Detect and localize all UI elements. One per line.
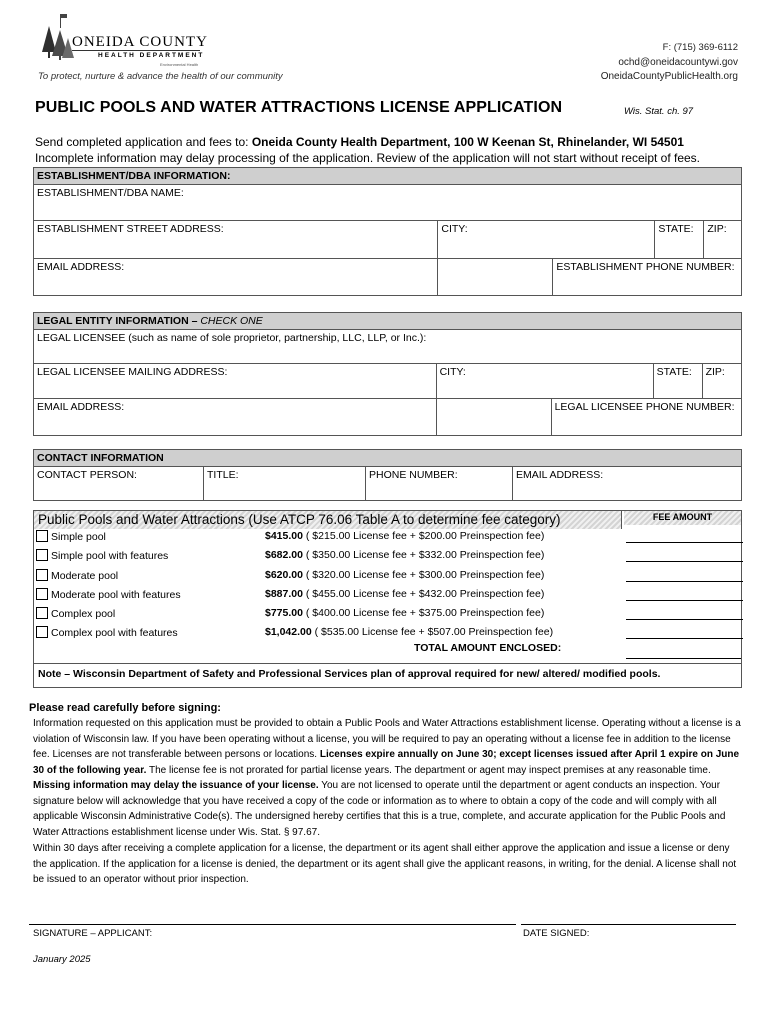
simple-pool-features-checkbox[interactable] bbox=[36, 549, 48, 561]
fee-row bbox=[36, 569, 741, 587]
fee-item-total: $620.00 bbox=[265, 569, 303, 581]
establishment-phone-field[interactable] bbox=[438, 259, 742, 296]
complex-pool-features-checkbox[interactable] bbox=[36, 626, 48, 638]
terms-expiry: Licenses expire annually on June 30; except licenses issued after April 1 expire on June 30 of the following year. bbox=[33, 749, 740, 776]
org-name: ONEIDA COUNTY bbox=[72, 34, 208, 50]
fee-item-total: $415.00 bbox=[265, 530, 303, 542]
fee-amount-header: FEE AMOUNT bbox=[624, 511, 741, 525]
fee-section bbox=[33, 510, 742, 688]
establishment-zip-field[interactable]: ZIP: bbox=[704, 221, 742, 259]
fee-amount-line[interactable] bbox=[626, 600, 743, 601]
fee-item-name: Complex pool with features bbox=[51, 627, 178, 639]
moderate-pool-features-checkbox[interactable] bbox=[36, 588, 48, 600]
legal-licensee-field[interactable]: LEGAL LICENSEE (such as name of sole proprietor, partnership, LLC, LLP, or Inc.): bbox=[34, 330, 742, 364]
fee-row bbox=[36, 607, 741, 625]
establishment-name-field[interactable]: ESTABLISHMENT/DBA NAME: bbox=[34, 185, 742, 221]
org-sub: Environmental Health bbox=[160, 62, 199, 67]
org-dept: HEALTH DEPARTMENT bbox=[98, 52, 205, 59]
fee-item-amount bbox=[265, 607, 544, 619]
fee-row bbox=[36, 549, 741, 567]
terms-part-3: You are not licensed to operate until the department or agent conducts an inspection. Your signature below will acknowledge that you have received a copy of the code or information as to where to obtain a copy of the code and will comply with all applicable Wisconsin Administrative Code(s). The undersigned hereby certifies that this is a true, complete, and accurate application for the Public Pools and Water Attractions establishment license under Wis. Stat. § 97.67. bbox=[33, 780, 726, 838]
signature-line[interactable] bbox=[29, 924, 516, 925]
legal-header-note: CHECK ONE bbox=[200, 315, 263, 327]
date-line[interactable] bbox=[521, 924, 736, 925]
fee-item-total: $887.00 bbox=[265, 588, 303, 600]
contact-table bbox=[33, 449, 742, 501]
fee-item-total: $1,042.00 bbox=[265, 626, 312, 638]
contact-phone-field[interactable]: PHONE NUMBER: bbox=[366, 467, 513, 501]
legal-email-field[interactable]: EMAIL ADDRESS: bbox=[34, 399, 437, 436]
send-instructions bbox=[35, 135, 755, 150]
establishment-header: ESTABLISHMENT/DBA INFORMATION: bbox=[34, 168, 742, 185]
fee-amount-line[interactable] bbox=[626, 581, 743, 582]
fee-amount-line[interactable] bbox=[626, 619, 743, 620]
fee-amount-line[interactable] bbox=[626, 638, 743, 639]
fee-item-detail: ( $215.00 License fee + $200.00 Preinspection fee) bbox=[302, 530, 545, 542]
legal-city-field[interactable]: CITY: bbox=[436, 364, 653, 399]
signing-heading: Please read carefully before signing: bbox=[29, 702, 221, 714]
establishment-email-field[interactable]: EMAIL ADDRESS: bbox=[34, 259, 438, 296]
fee-item-name: Moderate pool with features bbox=[51, 589, 181, 601]
terms-part-2: The license fee is not prorated for partial license years. The department or agent may inspect premises at any reasonable time. bbox=[146, 764, 711, 776]
simple-pool-checkbox[interactable] bbox=[36, 530, 48, 542]
contact-title-field[interactable]: TITLE: bbox=[204, 467, 366, 501]
dsps-approval-note: Note – Wisconsin Department of Safety and Professional Services plan of approval required for new/ altered/ modified pools. bbox=[34, 663, 741, 684]
revision-date: January 2025 bbox=[33, 954, 91, 965]
establishment-city-field[interactable]: CITY: bbox=[438, 221, 655, 259]
legal-mailing-field[interactable]: LEGAL LICENSEE MAILING ADDRESS: bbox=[34, 364, 437, 399]
legal-phone-label: LEGAL LICENSEE PHONE NUMBER: bbox=[551, 399, 741, 435]
approval-paragraph: Within 30 days after receiving a complete application for a license, the department or its agent shall either approve the application and issue a license or deny the application. If the application for a license is denied, the department or its agent shall give the applicant reasons, in writing, for the denial. A license shall not be issued to an operator without prior inspection. bbox=[33, 843, 737, 885]
fee-row bbox=[36, 588, 741, 606]
total-amount-line[interactable] bbox=[626, 658, 741, 659]
fee-amount-line[interactable] bbox=[626, 561, 743, 562]
county-logo bbox=[40, 12, 210, 67]
fax-number: F: (715) 369-6112 bbox=[662, 42, 738, 53]
incomplete-note: Incomplete information may delay processing of the application. Review of the application will not start without receipt of fees. bbox=[35, 151, 701, 165]
tree-icon bbox=[40, 12, 74, 62]
date-signed-label: DATE SIGNED: bbox=[523, 928, 590, 939]
fee-item-amount bbox=[265, 569, 544, 581]
send-prefix: Send completed application and fees to: bbox=[35, 135, 252, 149]
fee-item-name: Complex pool bbox=[51, 608, 116, 620]
fee-item-name: Moderate pool bbox=[51, 570, 119, 582]
fee-item-total: $682.00 bbox=[265, 549, 303, 561]
fee-item-name: Simple pool with features bbox=[51, 550, 169, 562]
fee-item-detail: ( $350.00 License fee + $332.00 Preinspection fee) bbox=[302, 549, 545, 561]
establishment-table bbox=[33, 167, 742, 296]
moderate-pool-checkbox[interactable] bbox=[36, 569, 48, 581]
legal-header bbox=[34, 313, 742, 330]
fee-item-amount bbox=[265, 626, 553, 638]
fee-item-detail: ( $320.00 License fee + $300.00 Preinspection fee) bbox=[302, 569, 545, 581]
establishment-phone-label: ESTABLISHMENT PHONE NUMBER: bbox=[552, 259, 741, 295]
legal-phone-field[interactable] bbox=[436, 399, 741, 436]
fee-row bbox=[36, 626, 741, 644]
legal-entity-table bbox=[33, 312, 742, 436]
license-terms-paragraph bbox=[33, 716, 741, 840]
legal-zip-field[interactable]: ZIP: bbox=[702, 364, 741, 399]
page-title: PUBLIC POOLS AND WATER ATTRACTIONS LICENSE APPLICATION bbox=[35, 99, 563, 116]
fee-item-amount bbox=[265, 530, 544, 542]
fee-item-detail: ( $535.00 License fee + $507.00 Preinspection fee) bbox=[311, 626, 554, 638]
fee-item-detail: ( $455.00 License fee + $432.00 Preinspection fee) bbox=[302, 588, 545, 600]
fee-amount-line[interactable] bbox=[626, 542, 743, 543]
contact-person-field[interactable]: CONTACT PERSON: bbox=[34, 467, 204, 501]
statute-ref: Wis. Stat. ch. 97 bbox=[624, 106, 694, 117]
establishment-street-field[interactable]: ESTABLISHMENT STREET ADDRESS: bbox=[34, 221, 438, 259]
contact-email-field[interactable]: EMAIL ADDRESS: bbox=[513, 467, 742, 501]
contact-email[interactable]: ochd@oneidacountywi.gov bbox=[618, 57, 738, 68]
establishment-state-field[interactable]: STATE: bbox=[655, 221, 704, 259]
fee-row bbox=[36, 530, 741, 548]
fee-item-amount bbox=[265, 549, 544, 561]
fee-item-amount bbox=[265, 588, 544, 600]
fee-header: Public Pools and Water Attractions (Use ATCP 76.06 Table A to determine fee category) bbox=[34, 511, 622, 529]
fee-item-total: $775.00 bbox=[265, 607, 303, 619]
signature-label: SIGNATURE – APPLICANT: bbox=[33, 928, 153, 939]
legal-header-label: LEGAL ENTITY INFORMATION – bbox=[37, 315, 201, 327]
tagline: To protect, nurture & advance the health of our community bbox=[38, 71, 283, 82]
legal-state-field[interactable]: STATE: bbox=[653, 364, 702, 399]
fee-item-name: Simple pool bbox=[51, 531, 106, 543]
contact-website[interactable]: OneidaCountyPublicHealth.org bbox=[600, 71, 738, 82]
total-enclosed-label: TOTAL AMOUNT ENCLOSED: bbox=[414, 642, 562, 654]
send-address: Oneida County Health Department, 100 W Keenan St, Rhinelander, WI 54501 bbox=[251, 135, 684, 149]
terms-part-1: Information requested on this application must be provided to obtain a Public Pools and Water Attractions establishment license. Operating without a license is a violation of Wisconsin law. If you have been operating without a license, you will be required to pay an operating without a license fee in addition to the license fee. Licenses are not transferable between persons or locations. bbox=[33, 718, 741, 760]
terms-missing-info: Missing information may delay the issuance of your license. bbox=[33, 780, 319, 791]
complex-pool-checkbox[interactable] bbox=[36, 607, 48, 619]
fee-item-detail: ( $400.00 License fee + $375.00 Preinspection fee) bbox=[302, 607, 545, 619]
contact-header: CONTACT INFORMATION bbox=[34, 450, 742, 467]
logo-rule bbox=[72, 50, 200, 51]
